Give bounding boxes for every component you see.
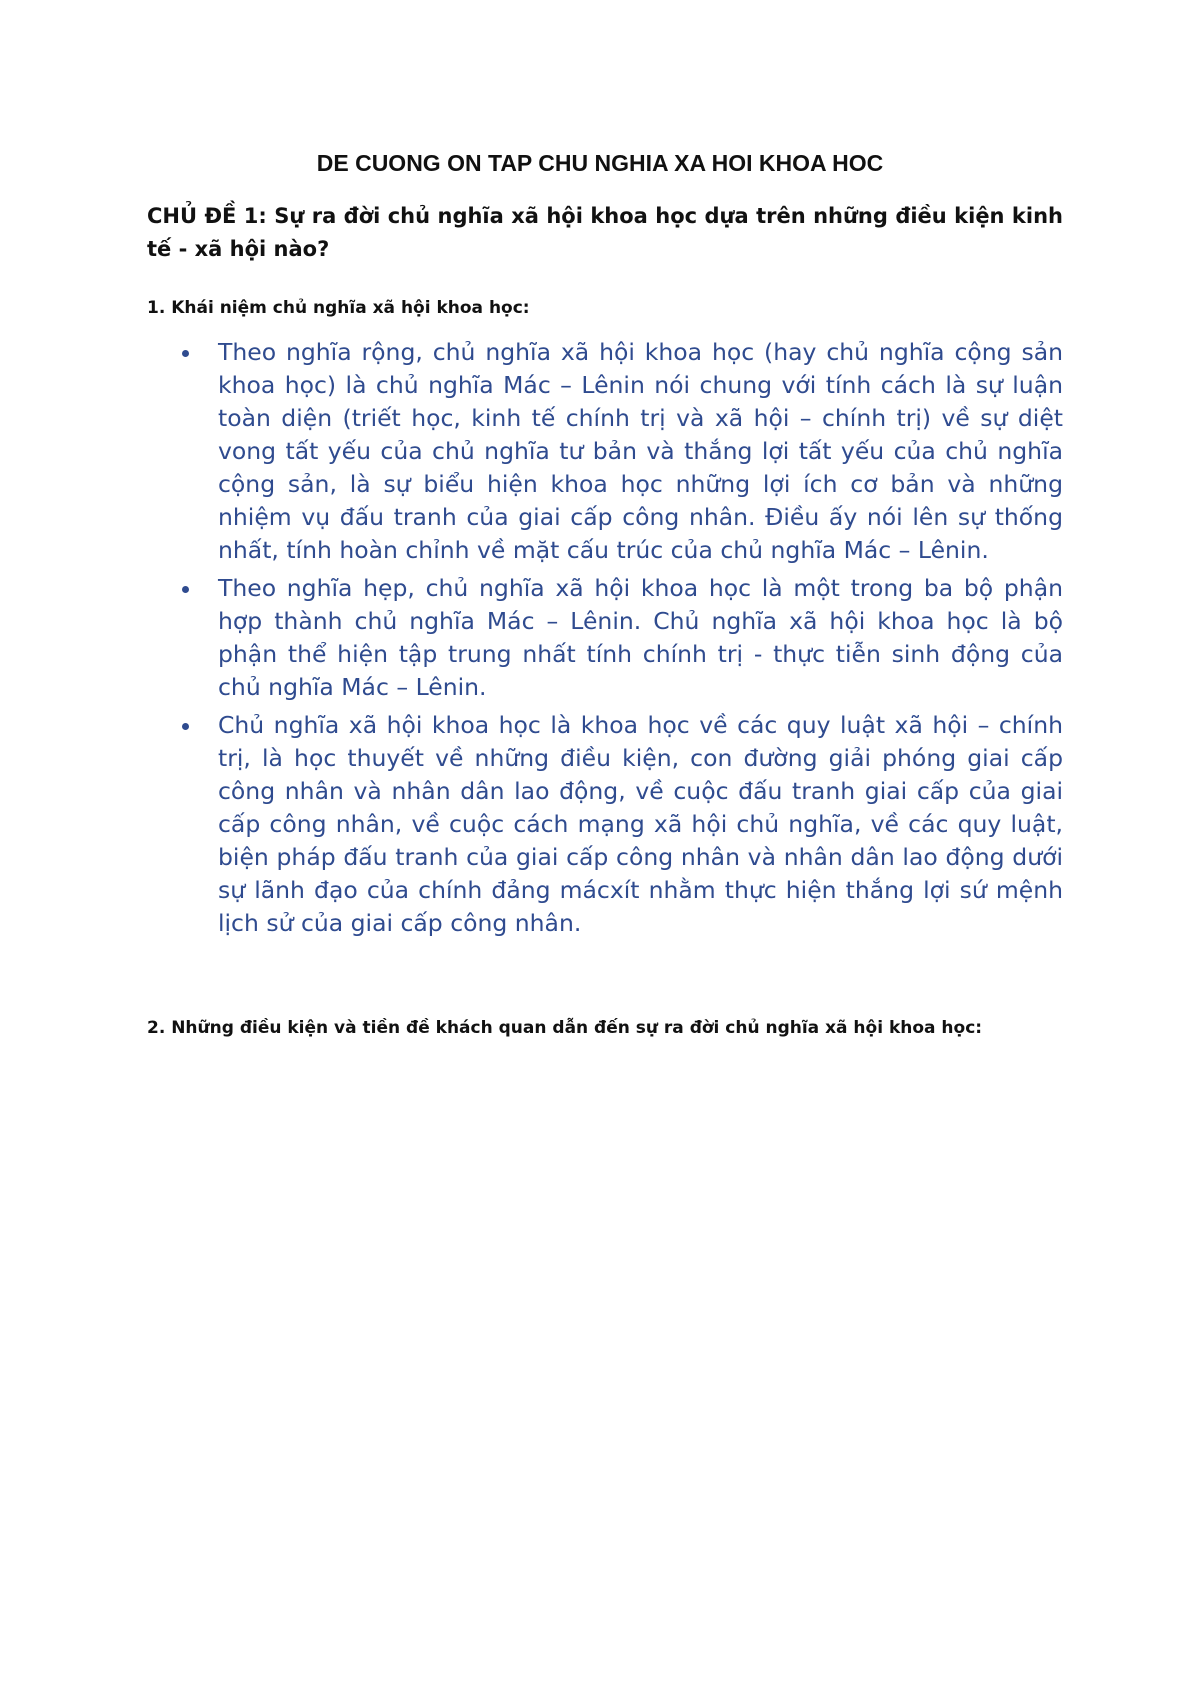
bullet-dot-icon [182,723,189,730]
list-item [180,572,1063,704]
list-item [180,709,1063,940]
topic-heading: CHỦ ĐỀ 1: Sự ra đời chủ nghĩa xã hội khoa học dựa trên những điều kiện kinh tế - xã hội nào? [147,204,1063,261]
definition-bullet-list [180,336,1063,945]
list-item [180,336,1063,567]
bullet-dot-icon [182,586,189,593]
bullet-text: Chủ nghĩa xã hội khoa học là khoa học về các quy luật xã hội – chính trị, là học thuyết về những điều kiện, con đường giải phóng giai cấp công nhân và nhân dân lao động, về cuộc đấu tranh giai cấp của giai cấp công nhân, về cuộc cách mạng xã hội chủ nghĩa, về các quy luật, biện pháp đấu tranh của giai cấp công nhân và nhân dân lao động dưới sự lãnh đạo của chính đảng mácxít nhằm thực hiện thắng lợi sứ mệnh lịch sử của giai cấp công nhân. [218,711,1063,937]
section-2-heading: 2. Những điều kiện và tiền đề khách quan dẫn đến sự ra đời chủ nghĩa xã hội khoa học: [147,1018,983,1038]
document-title: DE CUONG ON TAP CHU NGHIA XA HOI KHOA HOC [316,150,884,176]
bullet-text: Theo nghĩa hẹp, chủ nghĩa xã hội khoa học là một trong ba bộ phận hợp thành chủ nghĩa Mác – Lênin. Chủ nghĩa xã hội khoa học là bộ phận thể hiện tập trung nhất tính chính trị - thực tiễn sinh động của chủ nghĩa Mác – Lênin. [218,574,1063,701]
section-1-heading: 1. Khái niệm chủ nghĩa xã hội khoa học: [147,298,530,318]
bullet-text: Theo nghĩa rộng, chủ nghĩa xã hội khoa học (hay chủ nghĩa cộng sản khoa học) là chủ nghĩa Mác – Lênin nói chung với tính cách là sự luận toàn diện (triết học, kinh tế chính trị và xã hội – chính trị) về sự diệt vong tất yếu của chủ nghĩa tư bản và thắng lợi tất yếu của chủ nghĩa cộng sản, là sự biểu hiện khoa học những lợi ích cơ bản và những nhiệm vụ đấu tranh của giai cấp công nhân. Điều ấy nói lên sự thống nhất, tính hoàn chỉnh về mặt cấu trúc của chủ nghĩa Mác – Lênin. [218,338,1063,564]
bullet-dot-icon [182,350,189,357]
